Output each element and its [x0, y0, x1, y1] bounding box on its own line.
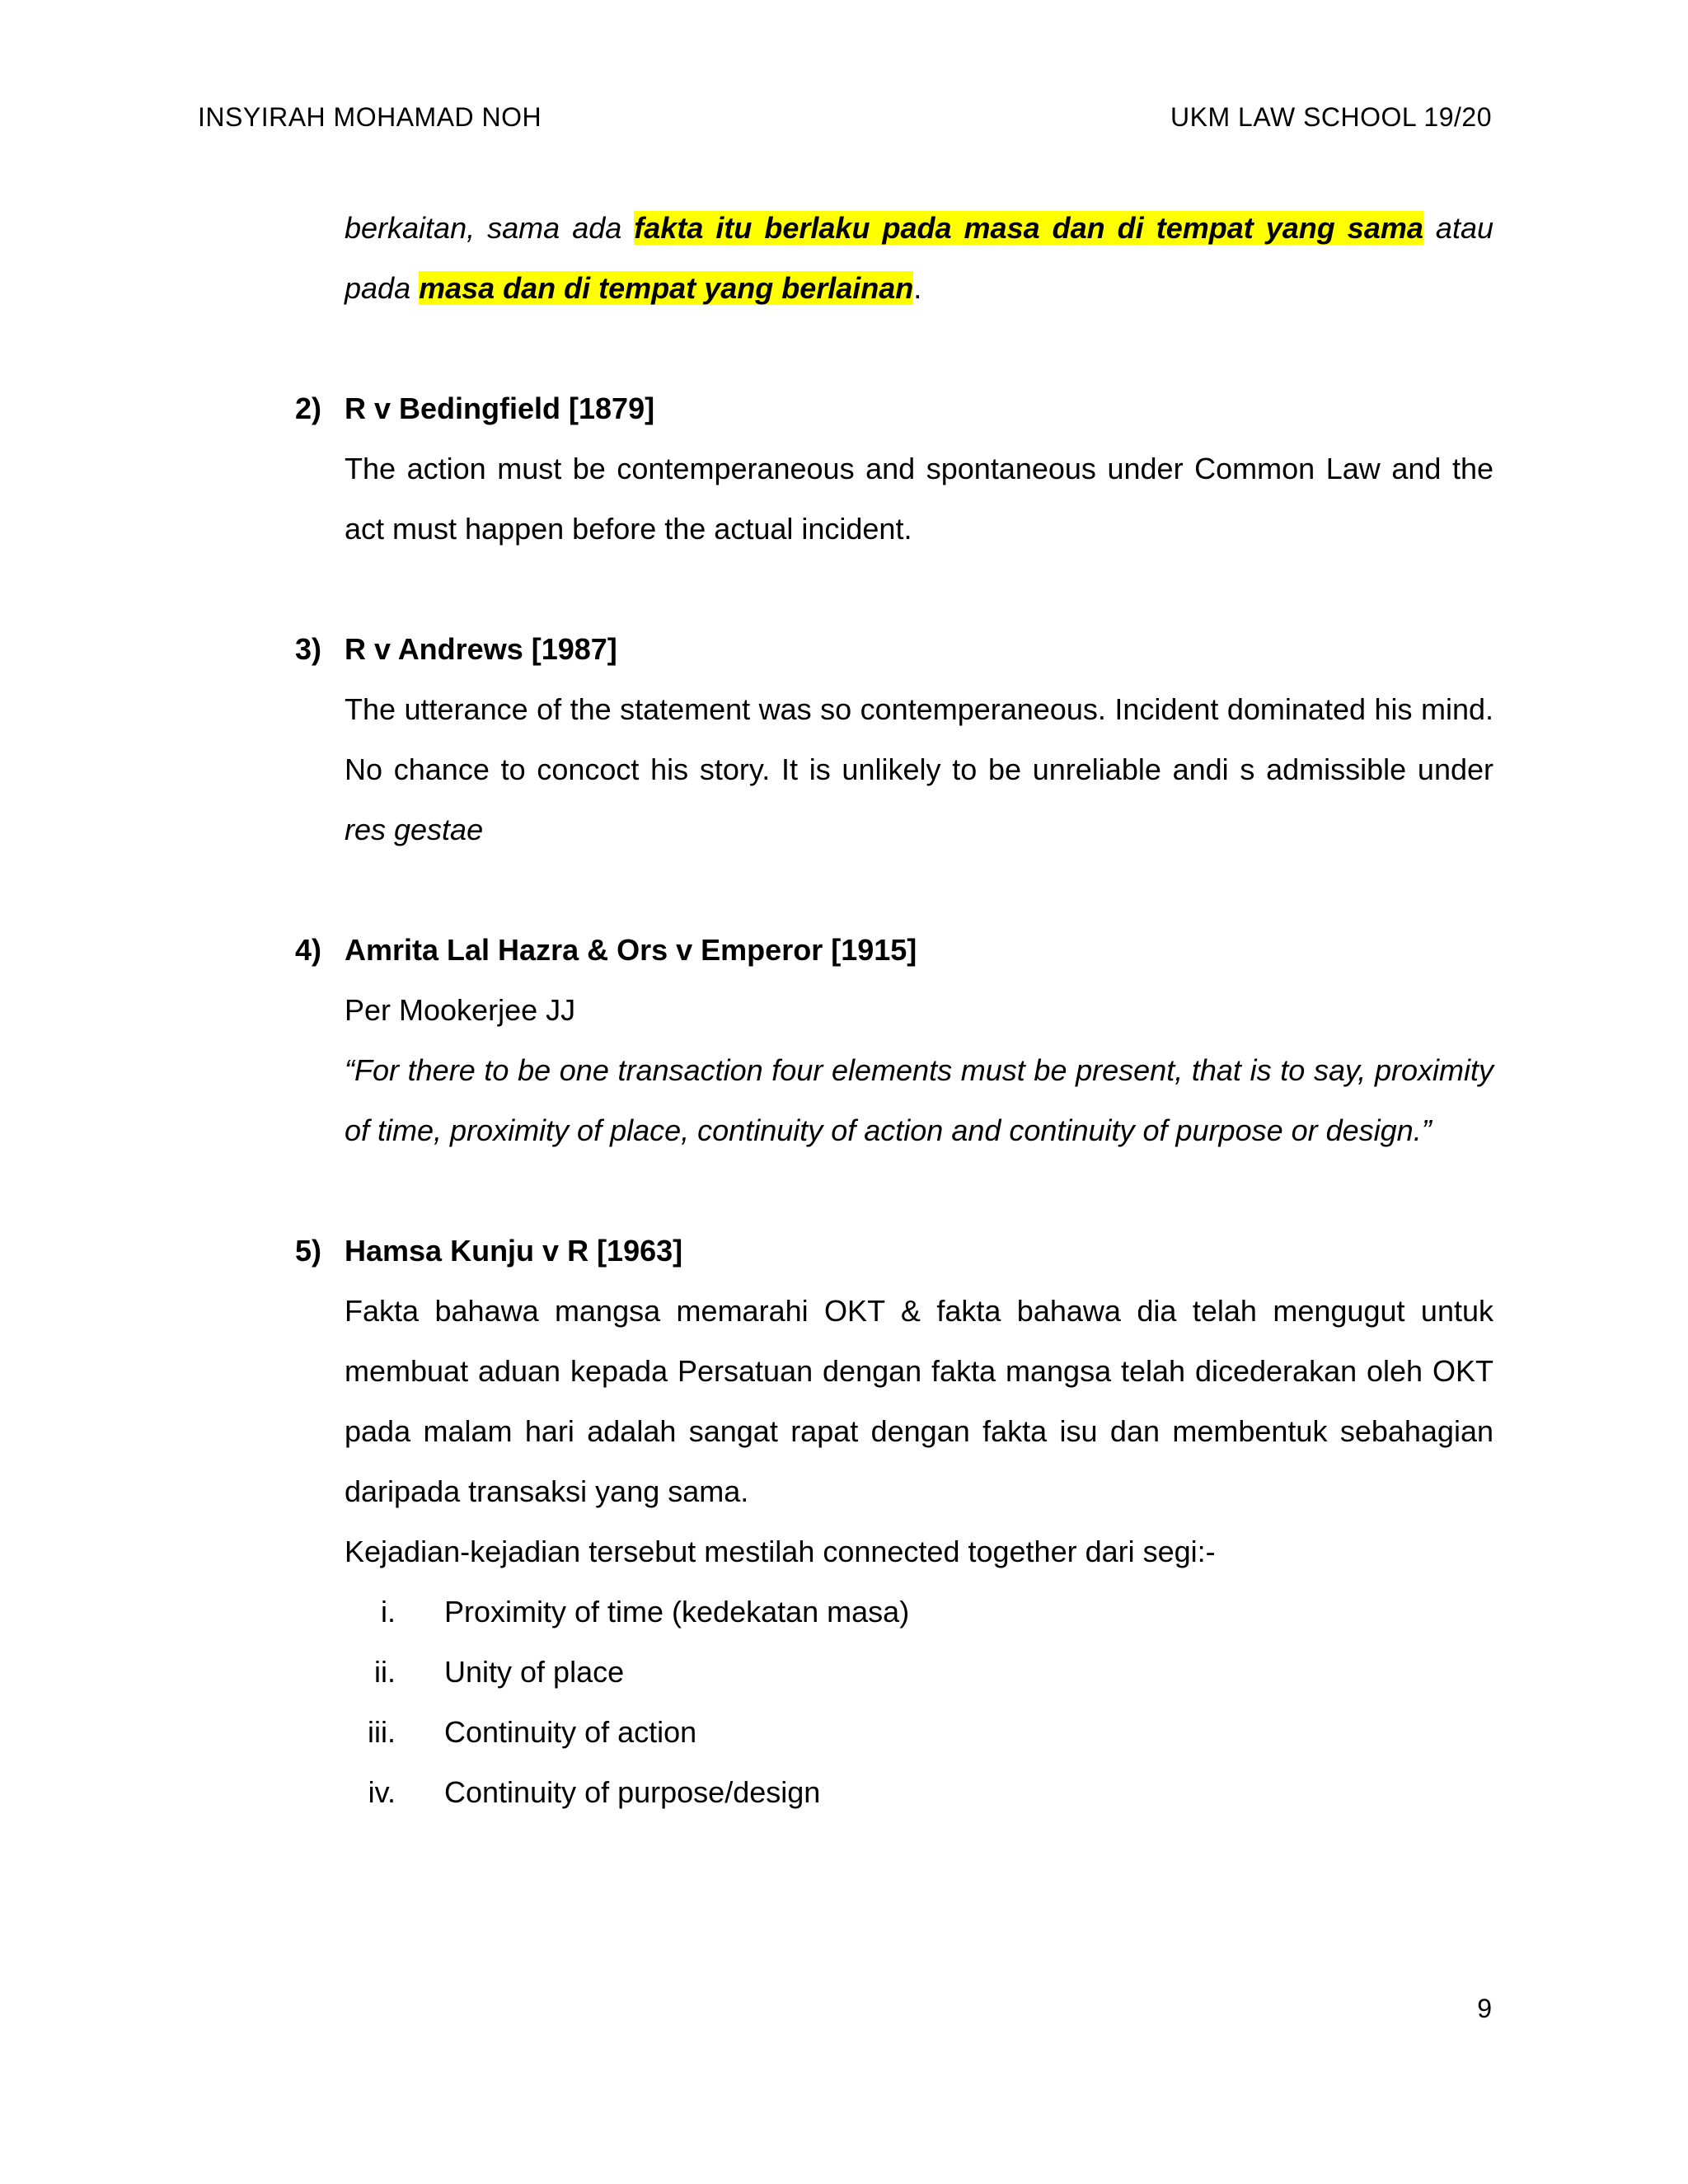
- case-text: [345, 679, 1493, 860]
- case-text: The action must be contemperaneous and spontaneous under Common Law and the act must happen before the actual incident.: [345, 452, 1493, 546]
- list-number: iv.: [368, 1775, 396, 1809]
- case-amrita-lal-hazra: [295, 920, 1493, 1160]
- list-text: Proximity of time (kedekatan masa): [444, 1595, 910, 1629]
- header-school: UKM LAW SCHOOL 19/20: [1170, 102, 1492, 132]
- page-number: 9: [1477, 1994, 1492, 2023]
- list-item: [345, 1582, 1493, 1642]
- intro-text-2: atau pada: [345, 211, 1493, 305]
- list-item: [345, 1762, 1493, 1822]
- list-number: i.: [381, 1595, 396, 1629]
- highlight-2: masa dan di tempat yang berlainan: [419, 271, 914, 305]
- case-number: 2): [295, 391, 322, 425]
- highlight-1: fakta itu berlaku pada masa dan di tempat yang sama: [634, 211, 1423, 245]
- case-quote: “For there to be one transaction four elements must be present, that is to say, proximity of time, proximity of place, continuity of action and continuity of purpose or design.”: [345, 1053, 1493, 1147]
- list-number: iii.: [368, 1715, 396, 1749]
- page-content: [295, 198, 1493, 1822]
- case-bedingfield: [295, 378, 1493, 559]
- list-item: [345, 1642, 1493, 1702]
- intro-paragraph: [345, 198, 1493, 318]
- case-lead: Kejadian-kejadian tersebut mestilah connected together dari segi:-: [345, 1535, 1216, 1568]
- element-list: [345, 1582, 1493, 1822]
- case-text-main: The utterance of the statement was so contemperaneous. Incident dominated his mind. No chance to concoct his story. It is unlikely to be unreliable andi s admissible under: [345, 692, 1493, 786]
- case-title: R v Andrews [1987]: [345, 632, 617, 666]
- case-title: Amrita Lal Hazra & Ors v Emperor [1915]: [345, 933, 917, 967]
- case-judge: Per Mookerjee JJ: [345, 993, 576, 1027]
- intro-text-1: berkaitan, sama ada: [345, 211, 635, 245]
- list-text: Continuity of action: [444, 1715, 697, 1749]
- case-text: Fakta bahawa mangsa memarahi OKT & fakta bahawa dia telah mengugut untuk membuat aduan kepada Persatuan dengan fakta mangsa telah dicederakan oleh OKT pada malam hari adalah sangat rapat dengan fakta isu dan membentuk sebahagian daripada transaksi yang sama.: [345, 1294, 1493, 1508]
- case-title: R v Bedingfield [1879]: [345, 391, 655, 425]
- case-number: 4): [295, 933, 322, 967]
- case-text-italic: res gestae: [345, 813, 484, 846]
- list-text: Unity of place: [444, 1655, 625, 1689]
- list-item: [345, 1702, 1493, 1762]
- case-andrews: [295, 619, 1493, 860]
- case-hamsa-kunju: [295, 1221, 1493, 1822]
- list-number: ii.: [374, 1655, 396, 1689]
- intro-text-3: .: [913, 271, 922, 305]
- header-author: INSYIRAH MOHAMAD NOH: [198, 102, 542, 132]
- case-title: Hamsa Kunju v R [1963]: [345, 1234, 683, 1268]
- case-number: 5): [295, 1234, 322, 1268]
- list-text: Continuity of purpose/design: [444, 1775, 821, 1809]
- case-number: 3): [295, 632, 322, 666]
